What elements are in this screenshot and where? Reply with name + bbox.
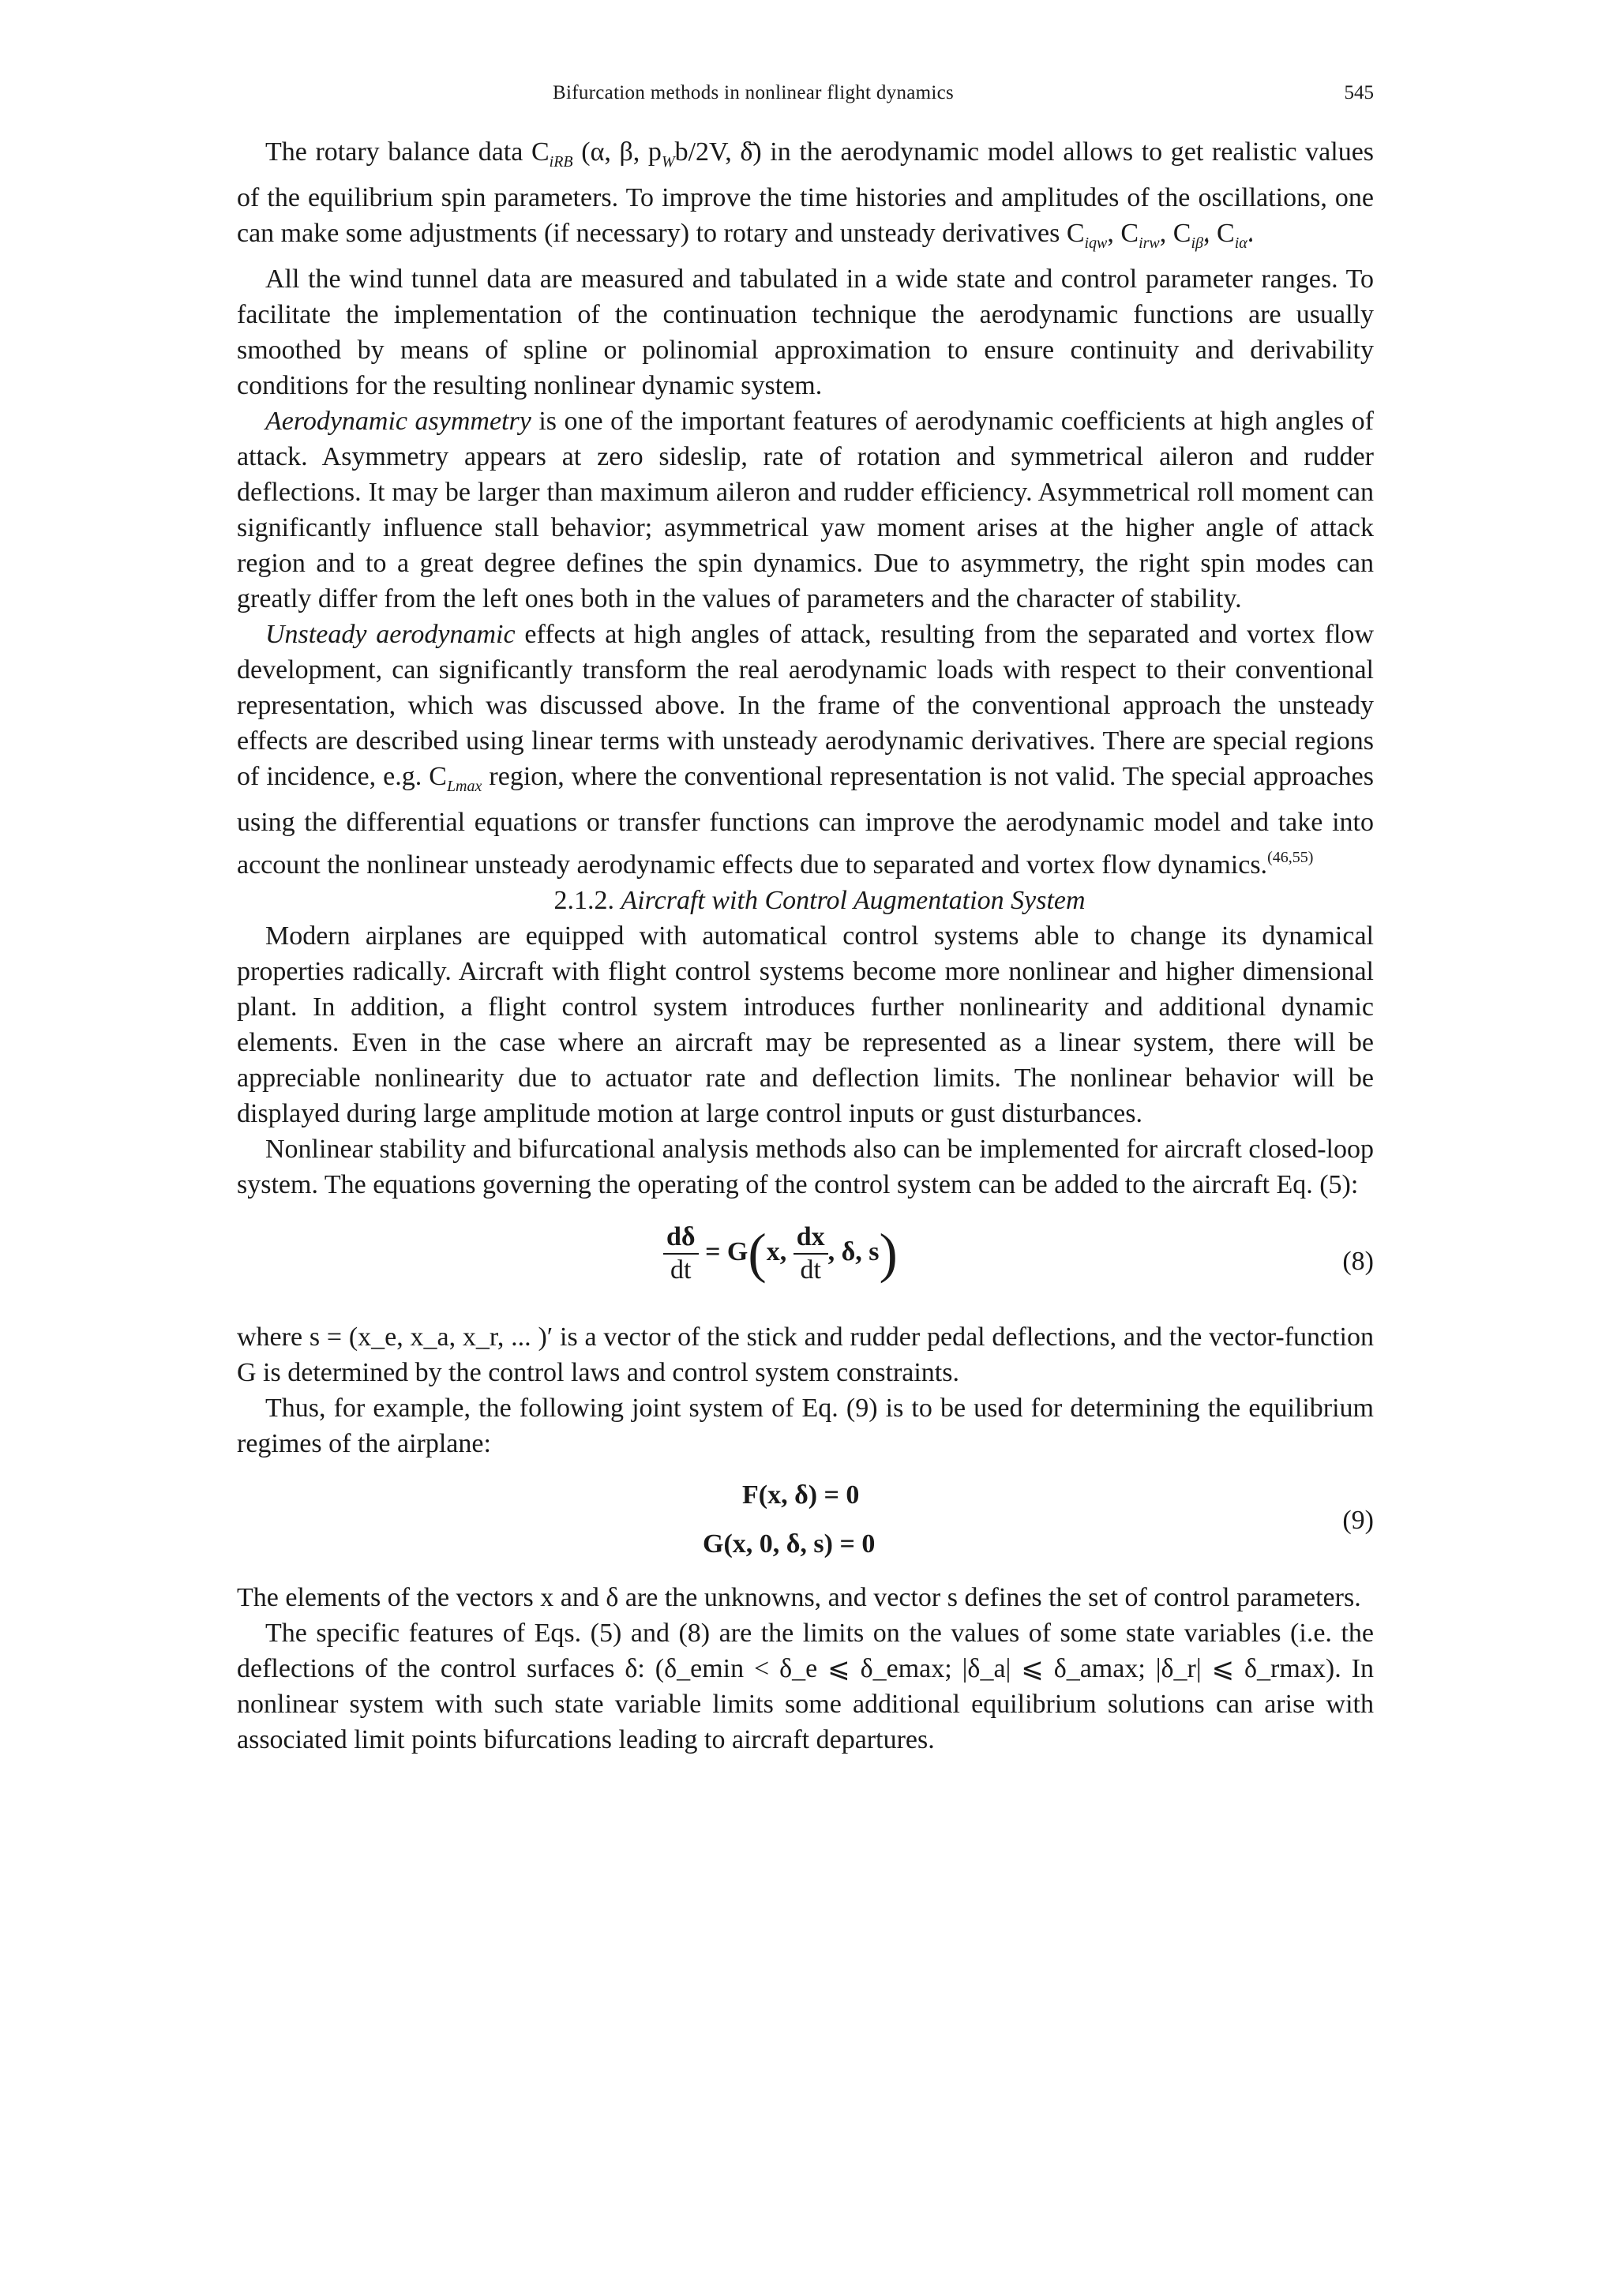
running-title: Bifurcation methods in nonlinear flight dynamics	[553, 82, 955, 103]
paragraph-unsteady: Unsteady aerodynamic effects at high angles of attack, resulting from the separated and vortex flow development, can significantly transform the real aerodynamic loads with respect to their conventional representation, which was discussed above. In the frame of the conventional approach the unsteady effects are described using linear terms with unsteady aerodynamic derivatives. There are special regions of incidence, e.g. $C_{Lmax}$ region, where the conventional representation is not valid. The special approaches using the differential equations or transfer functions can improve the aerodynamic model and take into account the nonlinear unsteady aerodynamic effects due to separated and vortex flow dynamics.$^{(46,55)}$	[237, 620, 1375, 880]
paragraph-where-s: where s = (x_e, x_a, x_r, ... )′ is a vector of the stick and rudder pedal deflections, and the vector-function G is determined by the control laws and control system constraints.	[237, 1322, 1374, 1387]
paragraph-rotary-balance: The rotary balance data $C_{iRB}$ (α, β, $p_Wb/2V$, δ̄) in the aerodynamic model allows to get realistic values of the equilibrium spin parameters. To improve the time histories and amplitudes of the oscillations, one can make some adjustments (if necessary) to rotary and unsteady derivatives $C_{iqw}$, $C_{irw}$, $C_{i\betȧ}$, $C_{i\alphȧ}$.	[237, 137, 1375, 252]
paragraph-closed-loop: Nonlinear stability and bifurcational analysis methods also can be implemented for aircraft closed-loop system. The equations governing the operating of the control system can be added to the aircraft Eq. (5):	[237, 1135, 1374, 1199]
running-header	[237, 82, 1374, 114]
main-text	[237, 134, 1374, 1758]
section-heading: 2.1.2. Aircraft with Control Augmentation System	[553, 886, 1086, 915]
equation-9-line-2: G(x, 0, δ, s) = 0	[703, 1529, 876, 1559]
equation-number-8: (8)	[1342, 1247, 1374, 1276]
paragraph-joint-system: Thus, for example, the following joint system of Eq. (9) is to be used for determining the equilibrium regimes of the airplane:	[237, 1394, 1374, 1458]
paragraph-limits: The specific features of Eqs. (5) and (8) are the limits on the values of some state variables (i.e. the deflections of the control surfaces δ: (δ_emin < δ_e ⩽ δ_emax; |δ_a| ⩽ δ_amax; |δ_r| ⩽ δ_rmax). In nonlinear system with such state variable limits some additional equilibrium solutions can arise with associated limit points bifurcations leading to aircraft departures.	[237, 1619, 1374, 1754]
paragraph-modern-airplanes: Modern airplanes are equipped with automatical control systems able to change its dynamical properties radically. Aircraft with flight control systems become more nonlinear and higher dimensional plant. In addition, a flight control system introduces further nonlinearity and additional dynamic elements. Even in the case where an aircraft may be represented as a linear system, there will be appreciable nonlinearity due to actuator rate and deflection limits. The nonlinear behavior will be displayed during large amplitude motion at large control inputs or gust disturbances.	[237, 921, 1374, 1128]
equation-9	[237, 1477, 1374, 1572]
equation-number-9: (9)	[1342, 1506, 1374, 1535]
page-number: 545	[1344, 82, 1374, 103]
paragraph-asymmetry: Aerodynamic asymmetry is one of the important features of aerodynamic coefficients at high angles of attack. Asymmetry appears at zero sideslip, rate of rotation and symmetrical aileron and rudder deflections. It may be larger than maximum aileron and rudder efficiency. Asymmetrical roll moment can significantly influence stall behavior; asymmetrical yaw moment arises at the higher angle of attack region and to a great degree defines the spin dynamics. Due to asymmetry, the right spin modes can greatly differ from the left ones both in the values of parameters and the character of stability.	[237, 407, 1374, 613]
equation-9-line-1: F(x, δ) = 0	[742, 1480, 860, 1510]
equation-8: $\frac{d\delta}{dt}$ = G(x, $\frac{dx}{dt}$ , δ, s) (8)	[237, 1214, 1374, 1308]
paragraph-unknowns: The elements of the vectors x and δ are the unknowns, and vector s defines the set of control parameters.	[237, 1583, 1361, 1612]
paragraph-wind-tunnel: All the wind tunnel data are measured and tabulated in a wide state and control parameter ranges. To facilitate the implementation of the continuation technique the aerodynamic functions are usually smoothed by means of spline or polinomial approximation to ensure continuity and derivability conditions for the resulting nonlinear dynamic system.	[237, 264, 1374, 400]
